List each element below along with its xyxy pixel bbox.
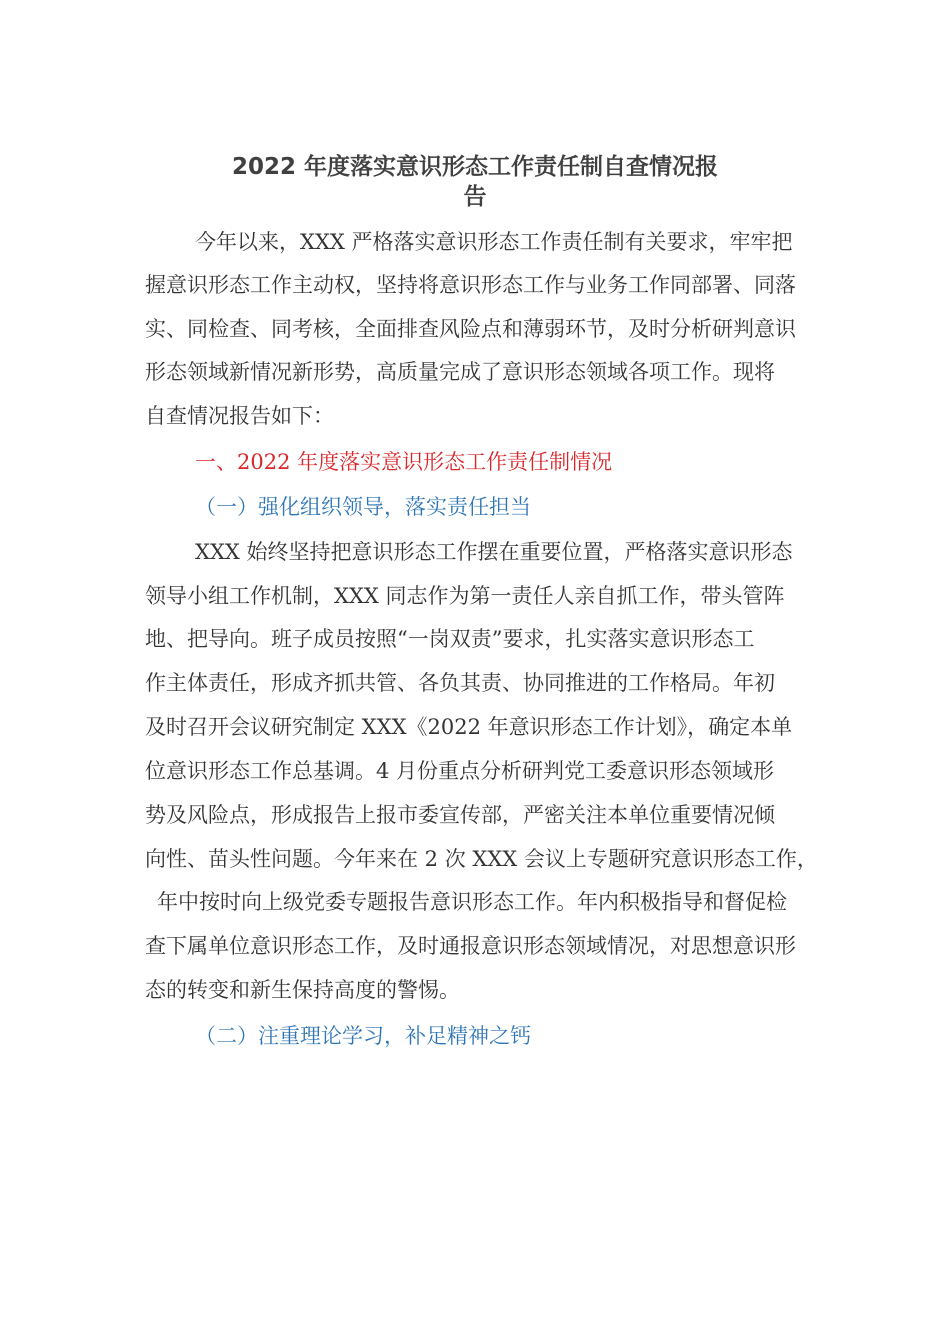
body-paragraph-line: 作主体责任，形成齐抓共管、各负其责、协同推进的工作格局。年初 <box>145 671 775 695</box>
body-paragraph-line: XXX 始终坚持把意识形态工作摆在重要位置，严格落实意识形态 <box>195 540 793 564</box>
body-paragraph-line: 地、把导向。班子成员按照“一岗双责”要求，扎实落实意识形态工 <box>145 627 755 651</box>
body-paragraph-line: 势及风险点，形成报告上报市委宣传部，严密关注本单位重要情况倾 <box>145 803 775 827</box>
body-paragraph-line: 查下属单位意识形态工作，及时通报意识形态领域情况，对思想意识形 <box>145 934 796 958</box>
body-paragraph-line: 及时召开会议研究制定 XXX《2022 年意识形态工作计划》，确定本单 <box>145 715 793 739</box>
body-paragraph-line: 向性、苗头性问题。今年来在 2 次 XXX 会议上专题研究意识形态工作， <box>145 847 818 871</box>
section-heading: 一、2022 年度落实意识形态工作责任制情况 <box>195 450 613 474</box>
intro-paragraph-line: 自查情况报告如下： <box>145 404 334 428</box>
intro-paragraph-line: 形态领域新情况新形势，高质量完成了意识形态领域各项工作。现将 <box>145 360 775 384</box>
body-paragraph-line: 领导小组工作机制，XXX 同志作为第一责任人亲自抓工作，带头管阵 <box>145 584 785 608</box>
subsection-heading-2: （二）注重理论学习，补足精神之钙 <box>195 1024 531 1048</box>
body-paragraph-line: 位意识形态工作总基调。4 月份重点分析研判党工委意识形态领域形 <box>145 759 775 783</box>
intro-paragraph-line: 握意识形态工作主动权，坚持将意识形态工作与业务工作同部署、同落 <box>145 273 796 297</box>
subsection-heading-1: （一）强化组织领导，落实责任担当 <box>195 495 531 519</box>
document-title-line-2: 告 <box>463 184 487 210</box>
intro-paragraph-line: 今年以来，XXX 严格落实意识形态工作责任制有关要求，牢牢把 <box>195 230 793 254</box>
body-paragraph-line: 态的转变和新生保持高度的警惕。 <box>145 978 460 1002</box>
document-title-line-1: 2022 年度落实意识形态工作责任制自查情况报 <box>231 154 719 180</box>
intro-paragraph-line: 实、同检查、同考核，全面排查风险点和薄弱环节，及时分析研判意识 <box>145 317 796 341</box>
body-paragraph-line: 年中按时向上级党委专题报告意识形态工作。年内积极指导和督促检 <box>157 890 787 914</box>
